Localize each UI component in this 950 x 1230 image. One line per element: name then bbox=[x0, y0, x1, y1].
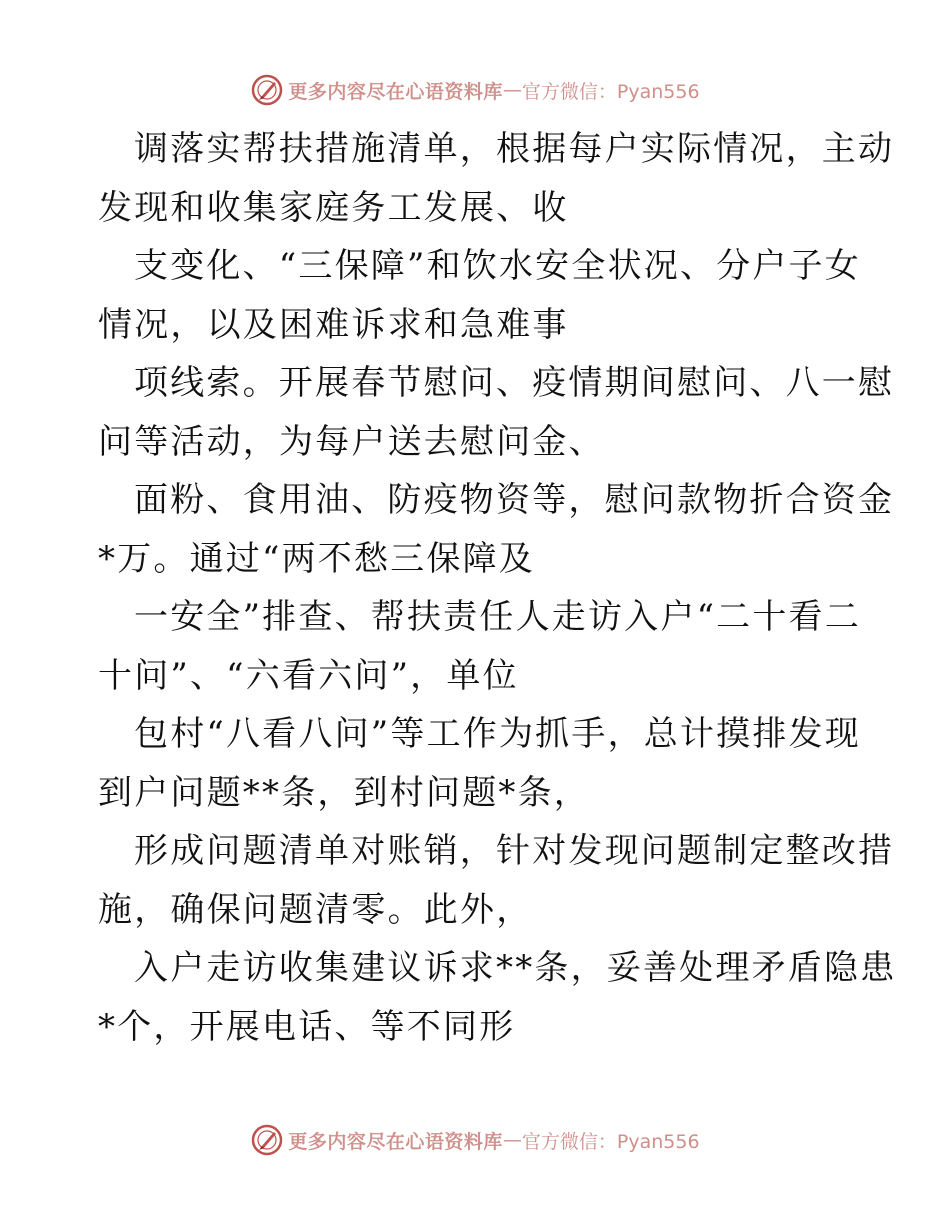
document-body bbox=[98, 120, 897, 1056]
footer-watermark bbox=[0, 1120, 950, 1160]
body-line-15: 入户走访收集建议诉求**条，妥善处理矛盾隐患 bbox=[134, 948, 897, 988]
body-line-14: 施，确保问题清零。此外， bbox=[98, 889, 533, 930]
header-watermark bbox=[0, 70, 950, 110]
banner-dash: — bbox=[502, 79, 522, 101]
body-line-12: 到户问题**条，到村问题*条， bbox=[98, 772, 590, 813]
seal-logo-icon bbox=[250, 73, 284, 107]
seal-logo-icon bbox=[250, 1123, 284, 1157]
body-line-6: 问等活动，为每户送去慰问金、 bbox=[98, 421, 605, 462]
site-slogan: 更多内容尽在心语资料库 bbox=[288, 1130, 503, 1153]
site-slogan: 更多内容尽在心语资料库 bbox=[288, 80, 503, 103]
body-line-13: 形成问题清单对账销，针对发现问题制定整改措 bbox=[134, 831, 895, 871]
body-line-3: 支变化、“三保障”和饮水安全状况、分户子女 bbox=[134, 246, 861, 286]
body-line-5: 项线索。开展春节慰问、疫情期间慰问、八一慰 bbox=[134, 363, 895, 403]
body-line-7: 面粉、食用油、防疫物资等，慰问款物折合资金 bbox=[134, 480, 895, 520]
banner-dash: — bbox=[502, 1129, 522, 1151]
body-line-11: 包村“八看八问”等工作为抓手，总计摸排发现 bbox=[134, 714, 861, 754]
wechat-contact: 官方微信：Pyan556 bbox=[521, 80, 700, 103]
body-line-4: 情况，以及困难诉求和急难事 bbox=[98, 304, 569, 345]
body-line-16: *个，开展电话、等不同形 bbox=[98, 1006, 516, 1047]
body-line-10: 十问”、“六看六问”，单位 bbox=[98, 655, 519, 696]
body-line-2: 发现和收集家庭务工发展、收 bbox=[98, 187, 569, 228]
body-line-9: 一安全”排查、帮扶责任人走访入户“二十看二 bbox=[134, 597, 861, 637]
wechat-contact: 官方微信：Pyan556 bbox=[521, 1130, 700, 1153]
body-line-8: *万。通过“两不愁三保障及 bbox=[98, 538, 535, 579]
body-line-1: 调落实帮扶措施清单，根据每户实际情况，主动 bbox=[134, 129, 895, 169]
